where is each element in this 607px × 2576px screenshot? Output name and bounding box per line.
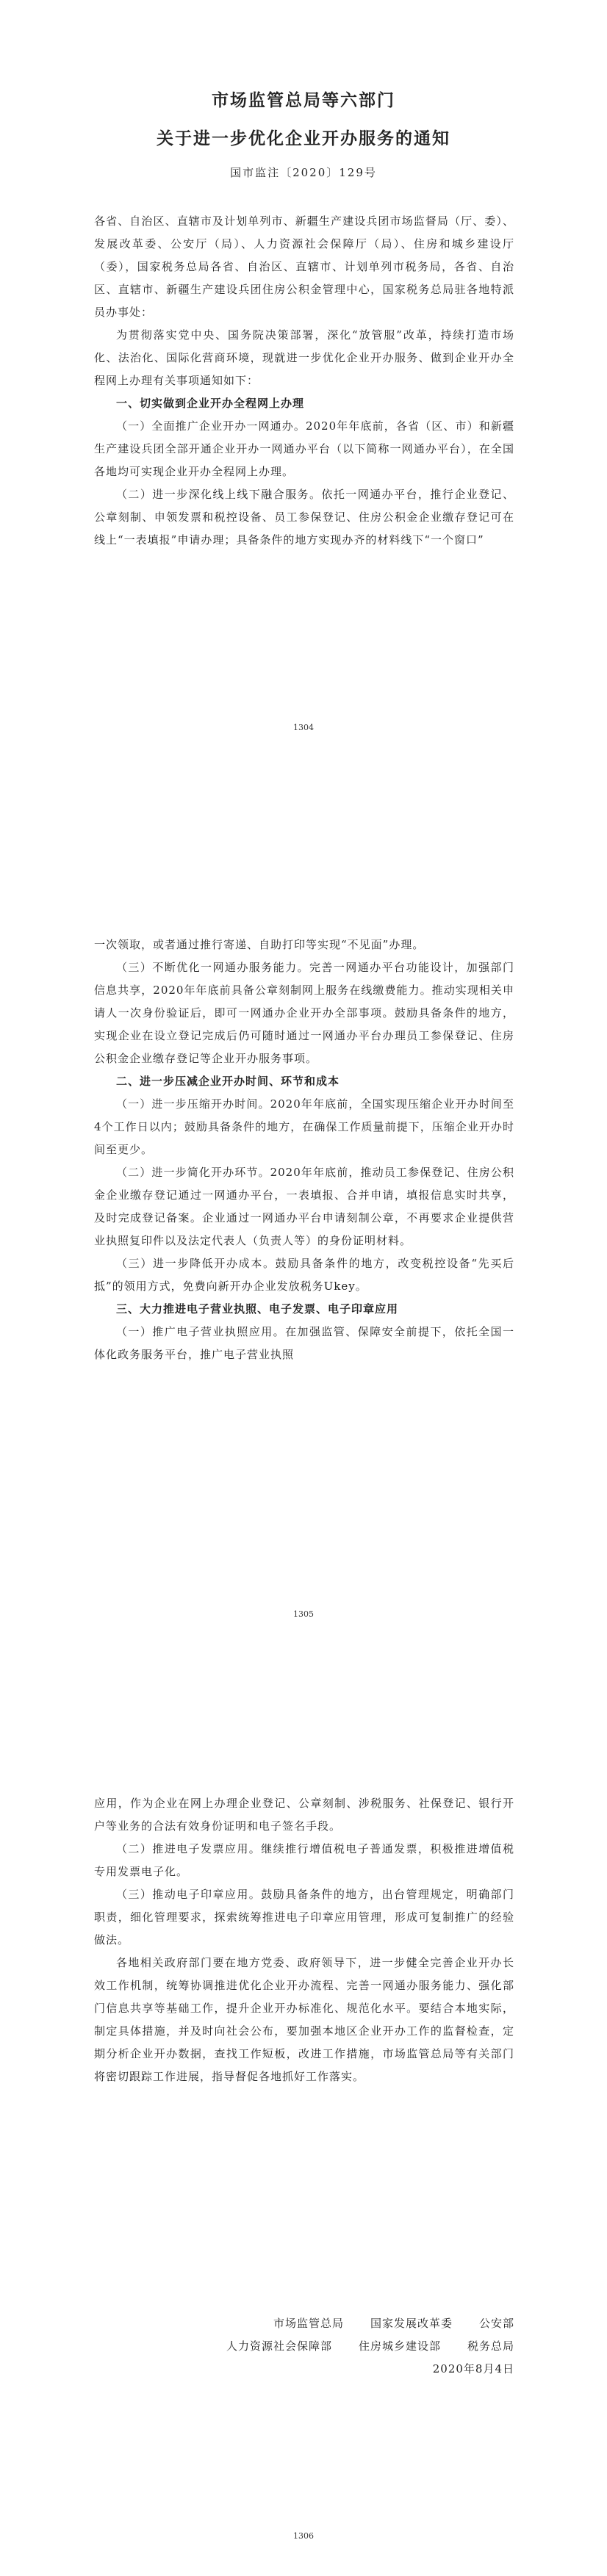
section1-item1: （一）全面推广企业开办一网通办。2020年年底前，各省（区、市）和新疆生产建设兵团全部开通企业开办一网通办平台（以下简称一网通办平台），在全国各地均可实现企业开办全程网上办理。 bbox=[94, 419, 514, 478]
section3-item2: （二）推进电子发票应用。继续推行增值税电子普通发票，积极推进增值税专用发票电子化。 bbox=[94, 1842, 514, 1878]
document-title-line2: 关于进一步优化企业开办服务的通知 bbox=[157, 129, 450, 148]
section3-item3: （三）推动电子印章应用。鼓励具备条件的地方，出台管理规定，明确部门职责，细化管理要求，探索统筹推进电子印章应用管理，形成可复制推广的经验做法。 bbox=[94, 1888, 514, 1947]
section2-item1: （一）进一步压缩开办时间。2020年年底前，全国实现压缩企业开办时间至4个工作日以内；鼓励具备条件的地方，在确保工作质量前提下，压缩企业开办时间至更少。 bbox=[94, 1097, 514, 1156]
signatory: 公安部 bbox=[478, 2317, 514, 2330]
section1-item2-end: 一次领取，或者通过推行寄递、自助打印等实现“不见面”办理。 bbox=[94, 938, 425, 951]
section3-heading: 三、大力推进电子营业执照、电子发票、电子印章应用 bbox=[116, 1302, 399, 1316]
document-date: 2020年8月4日 bbox=[432, 2362, 514, 2375]
signatory: 住房城乡建设部 bbox=[358, 2339, 441, 2353]
addressee-paragraph: 各省、自治区、直辖市及计划单列市、新疆生产建设兵团市场监督局（厅、委）、发展改革委、公安厅（局）、人力资源社会保障厅（局）、住房和城乡建设厅（委），国家税务总局各省、自治区、直辖市、计划单列市税务局，各省、自治区、直辖市、新疆生产建设兵团住房公积金管理中心，国家税务总局驻各地特派员办事处： bbox=[94, 214, 514, 319]
section2-item2: （二）进一步简化开办环节。2020年年底前，推动员工参保登记、住房公积金企业缴存登记通过一网通办平台，一表填报、合并申请，填报信息实时共享，及时完成登记备案。企业通过一网通办平台申请刻制公章，不再要求企业提供营业执照复印件以及法定代表人（负责人等）的身份证明材料。 bbox=[94, 1166, 514, 1247]
signatory: 国家发展改革委 bbox=[370, 2317, 453, 2330]
page1-body bbox=[94, 210, 514, 552]
section1-item2-start: （二）进一步深化线上线下融合服务。依托一网通办平台，推行企业登记、公章刻制、申领发票和税控设备、员工参保登记、住房公积金企业缴存登记可在线上“一表填报”申请办理；具备条件的地方实现办齐的材料线下“一个窗口” bbox=[94, 488, 514, 546]
document-title-line1: 市场监管总局等六部门 bbox=[212, 91, 395, 110]
page2-body bbox=[94, 934, 514, 1366]
page-number: 1305 bbox=[293, 1609, 314, 1619]
signatory: 税务总局 bbox=[467, 2339, 514, 2353]
page-number: 1304 bbox=[293, 723, 314, 732]
section2-item3: （三）进一步降低开办成本。鼓励具备条件的地方，改变税控设备“先买后抵”的领用方式，免费向新开办企业发放税务Ukey。 bbox=[94, 1257, 514, 1293]
document-page-3 bbox=[0, 1717, 607, 2576]
signatories-row-1 bbox=[184, 2312, 514, 2335]
signatories-row-2 bbox=[184, 2335, 514, 2358]
section3-item1-end: 应用，作为企业在网上办理企业登记、公章刻制、涉税服务、社保登记、银行开户等业务的合法有效身份证明和电子签名手段。 bbox=[94, 1797, 514, 1833]
document-number: 国市监注〔2020〕129号 bbox=[230, 166, 377, 179]
document-page-1 bbox=[0, 0, 607, 859]
signatory: 人力资源社会保障部 bbox=[226, 2339, 332, 2353]
closing-paragraph: 各地相关政府部门要在地方党委、政府领导下，进一步健全完善企业开办长效工作机制，统筹协调推进优化企业开办流程、完善一网通办服务能力、强化部门信息共享等基础工作，提升企业开办标准化、规范化水平。要结合本地实际，制定具体措施，并及时向社会公布，要加强本地区企业开办工作的监督检查，定期分析企业开办数据，查找工作短板，改进工作措施，市场监管总局等有关部门将密切跟踪工作进展，指导督促各地抓好工作落实。 bbox=[94, 1956, 514, 2083]
signatories bbox=[184, 2312, 514, 2381]
section3-item1-start: （一）推广电子营业执照应用。在加强监管、保障安全前提下，依托全国一体化政务服务平台，推广电子营业执照 bbox=[94, 1325, 514, 1361]
intro-paragraph: 为贯彻落实党中央、国务院决策部署，深化“放管服”改革，持续打造市场化、法治化、国际化营商环境，现就进一步优化企业开办服务、做到企业开办全程网上办理有关事项通知如下： bbox=[94, 328, 514, 387]
section1-heading: 一、切实做到企业开办全程网上办理 bbox=[116, 397, 305, 410]
page3-body bbox=[94, 1792, 514, 2088]
section1-item3: （三）不断优化一网通办服务能力。完善一网通办平台功能设计，加强部门信息共享，2020年年底前具备公章刻制网上服务在线缴费能力。推动实现相关申请人一次身份验证后，即可一网通办企业开办全部事项。鼓励具备条件的地方，实现企业在设立登记完成后仍可随时通过一网通办平台办理员工参保登记、住房公积金企业缴存登记等企业开办服务事项。 bbox=[94, 961, 514, 1065]
section2-heading: 二、进一步压减企业开办时间、环节和成本 bbox=[116, 1075, 340, 1088]
page-number: 1306 bbox=[293, 2531, 314, 2541]
date-row bbox=[184, 2358, 514, 2381]
signatory: 市场监管总局 bbox=[273, 2317, 344, 2330]
document-page-2 bbox=[0, 859, 607, 1717]
